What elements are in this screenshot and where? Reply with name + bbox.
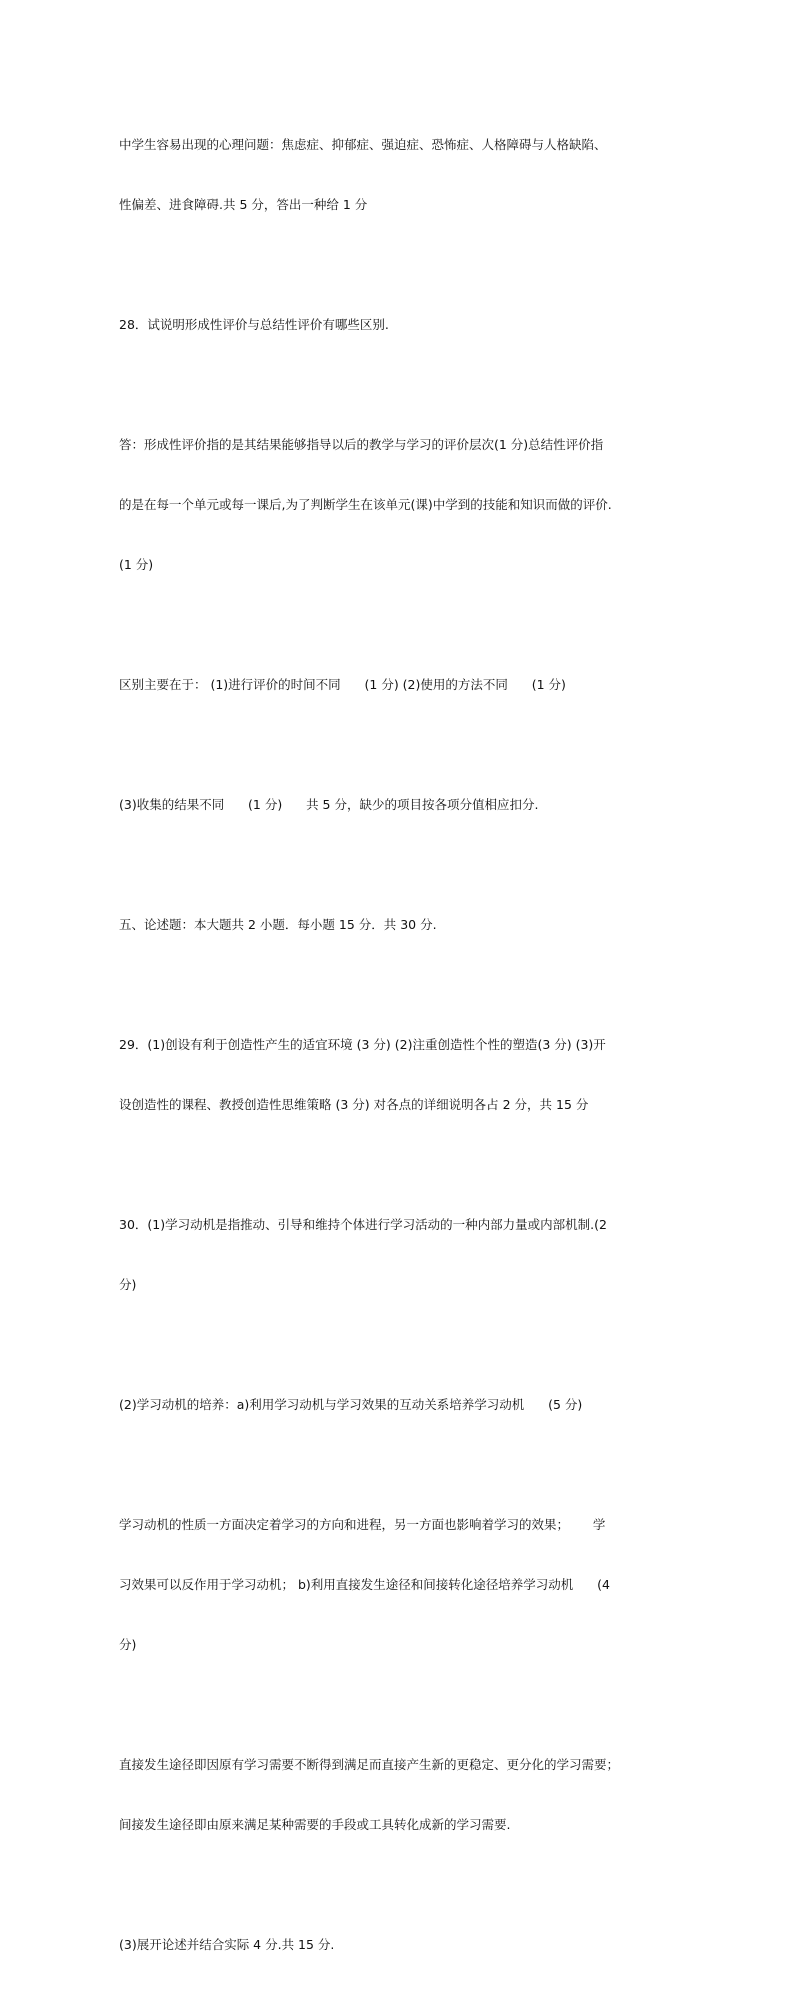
text-line: 间接发生途径即由原来满足某种需要的手段或工具转化成新的学习需要. xyxy=(119,1817,511,1832)
text-line: (2)学习动机的培养：a)利用学习动机与学习效果的互动关系培养学习动机 (5 分) xyxy=(119,1397,583,1412)
difference-3 xyxy=(119,755,679,855)
text-line: 中学生容易出现的心理问题：焦虑症、抑郁症、强迫症、恐怖症、人格障碍与人格缺陷、 xyxy=(119,137,607,152)
answer-30-part-1 xyxy=(119,1175,679,1335)
text-line: 区别主要在于： (1)进行评价的时间不同 (1 分) (2)使用的方法不同 (1 分) xyxy=(119,677,566,692)
answer-29 xyxy=(119,995,679,1155)
motivation-paths xyxy=(119,1715,679,1875)
answer-30-part-2 xyxy=(119,1355,679,1455)
text-line: 性偏差、进食障碍.共 5 分，答出一种给 1 分 xyxy=(119,197,368,212)
text-line: 直接发生途径即因原有学习需要不断得到满足而直接产生新的更稳定、更分化的学习需要； xyxy=(119,1757,620,1772)
text-line: 设创造性的课程、教授创造性思维策略 (3 分) 对各点的详细说明各占 2 分，共 15 分 xyxy=(119,1097,589,1112)
text-line: 习效果可以反作用于学习动机； b)利用直接发生途径和间接转化途径培养学习动机 (4 xyxy=(119,1577,610,1592)
text-line: 28．试说明形成性评价与总结性评价有哪些区别. xyxy=(119,317,389,332)
text-line: (3)展开论述并结合实际 4 分.共 15 分. xyxy=(119,1937,335,1952)
section-heading-essay xyxy=(119,875,679,975)
text-line: 答：形成性评价指的是其结果能够指导以后的教学与学习的评价层次(1 分)总结性评价指 xyxy=(119,437,604,452)
text-line: (1 分) xyxy=(119,557,154,572)
question-28 xyxy=(119,275,679,375)
motivation-nature xyxy=(119,1475,679,1695)
text-line: (3)收集的结果不同 (1 分) 共 5 分，缺少的项目按各项分值相应扣分. xyxy=(119,797,539,812)
text-line: 的是在每一个单元或每一课后,为了判断学生在该单元(课)中学到的技能和知识而做的评价. xyxy=(119,497,612,512)
text-line: 30．(1)学习动机是指推动、引导和维持个体进行学习活动的一种内部力量或内部机制.(2 xyxy=(119,1217,607,1232)
text-line: 五、论述题：本大题共 2 小题．每小题 15 分．共 30 分. xyxy=(119,917,437,932)
text-line: 学习动机的性质一方面决定着学习的方向和进程，另一方面也影响着学习的效果； 学 xyxy=(119,1517,606,1532)
document-body xyxy=(119,95,679,2015)
difference-1-2 xyxy=(119,635,679,735)
text-line: 分) xyxy=(119,1277,137,1292)
text-line: 29．(1)创设有利于创造性产生的适宜环境 (3 分) (2)注重创造性个性的塑造(3 分) (3)开 xyxy=(119,1037,606,1052)
text-line: 分) xyxy=(119,1637,137,1652)
answer-30-part-3 xyxy=(119,1895,679,1995)
answer-28 xyxy=(119,395,679,615)
paragraph-psych-problems xyxy=(119,95,679,255)
